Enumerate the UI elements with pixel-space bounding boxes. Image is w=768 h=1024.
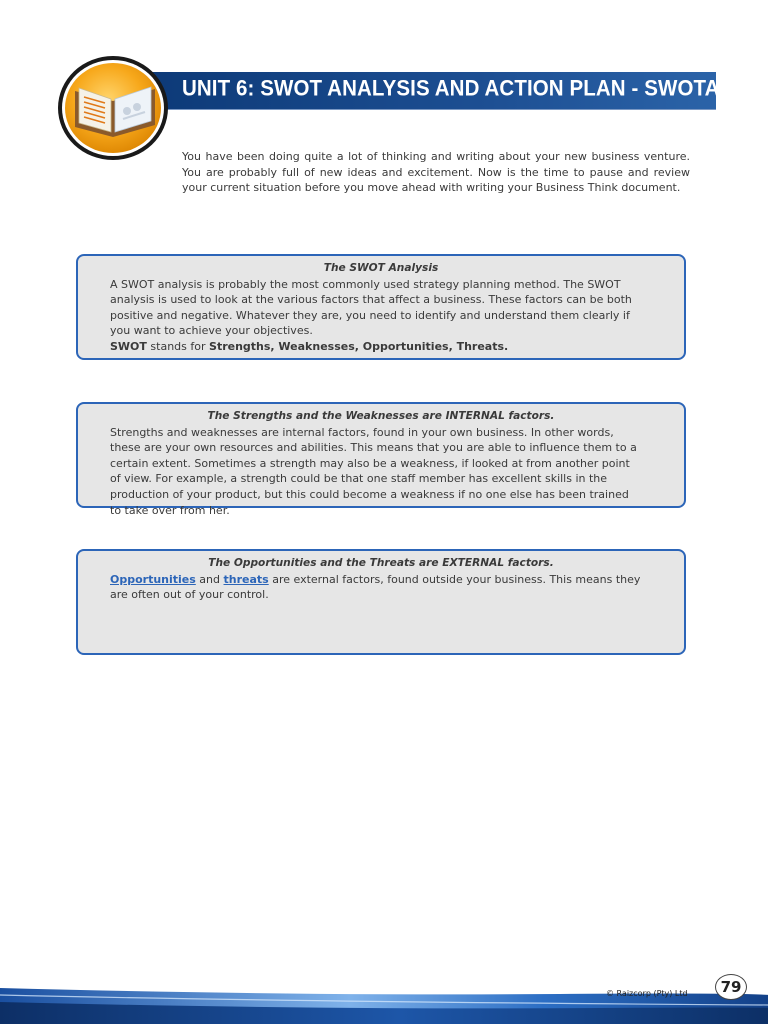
internal-factors-box [76, 402, 686, 517]
page-number: 79 [715, 974, 747, 1000]
external-factors-box [76, 549, 686, 655]
and-text: and [195, 572, 224, 586]
box-title: The Opportunities and the Threats are EXTERNAL factors. [208, 557, 554, 569]
swot-description: A SWOT analysis is probably the most commonly used strategy planning method. The SWOT analysis is used to look at the various factors that affect a business. These factors can be both positive and negative. Whatever they are, you need to identify and understand them clearly if you want to achieve your objectives. [110, 277, 632, 338]
box-body [110, 572, 642, 603]
external-description: are external factors, found outside your business. This means they are often out of your control. [110, 572, 641, 602]
stands-for-text: stands for [146, 339, 210, 353]
swot-acronym: SWOT [110, 339, 147, 353]
copyright-text: © Raizcorp (Pty) Ltd [606, 989, 688, 998]
box-body [110, 277, 642, 355]
page-title: UNIT 6: SWOT ANALYSIS AND ACTION PLAN - SWOTA [182, 76, 720, 101]
swot-analysis-box [76, 254, 686, 360]
box-body: Strengths and weaknesses are internal factors, found in your own business. In other words, these are your own resources and abilities. This means that you are able to influence them to a certain extent. Sometimes a strength may also be a weakness, if looked at from another point of view. For example, a strength could be that one staff member has excellent skills in the production of your product, but this could become a weakness if no one else has been trained to take over from her. [110, 425, 637, 517]
intro-paragraph: You have been doing quite a lot of thinking and writing about your new business venture. You are probably full of new ideas and excitement. Now is the time to pause and review your current situation before you move ahead with writing your Business Think document. [182, 150, 690, 195]
opportunities-link[interactable]: Opportunities [110, 572, 196, 586]
open-book-icon [57, 55, 169, 161]
box-title: The SWOT Analysis [323, 262, 439, 274]
box-title: The Strengths and the Weaknesses are INTERNAL factors. [207, 410, 555, 422]
threats-link[interactable]: threats [223, 572, 269, 586]
swot-expansion: Strengths, Weaknesses, Opportunities, Threats. [209, 339, 509, 353]
